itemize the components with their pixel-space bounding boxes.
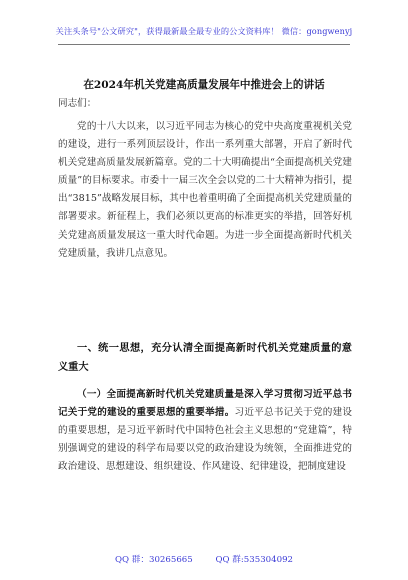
paragraph-section-1-1 (58, 386, 352, 476)
header-divider (58, 44, 350, 45)
section-heading-1: 一、统一思想，充分认清全面提高新时代机关党建质量的意义重大 (58, 342, 352, 373)
footer-contact (0, 553, 408, 565)
promo-header: 关注头条号"公文研究"，获得最新最全最专业的公文资料库！ 微信：gongwenyj (55, 26, 353, 36)
paragraph-intro: 党的十八大以来，以习近平同志为核心的党中央高度重视机关党的建设，进行一系列顶层设计，作出一系列重大部署，开启了新时代机关党建高质量发展新篇章。党的二十大明确提出“全面提高机关党建质量”的目标要求。市委十一届三次全会以党的二十大精神为指引，提出“3815”战略发展目标，其中也着重明确了全面提高机关党建质量的部署要求。新征程上，我们必须以更高的标准更实的举措，回答好机关党建高质量发展这一重大时代命题。为进一步全面提高新时代机关党建质量，我讲几点意见。 (58, 121, 352, 259)
qq-group-2: QQ 群:535304092 (215, 555, 294, 565)
salutation: 同志们： (58, 98, 97, 109)
paragraph-body: 习近平总书记关于党的建设的重要思想，是习近平新时代中国特色社会主义思想的“党建篇”，特别强调党的建设的科学布局要以党的政治建设为统领，全面推进党的政治建设、思想建设、组织建设、作风建设、纪律建设，把制度建设 (58, 407, 353, 473)
qq-group-1: QQ 群：30265665 (114, 555, 193, 565)
document-title: 在2024年机关党建高质量发展年中推进会上的讲话 (83, 79, 325, 91)
paragraph-lead: （一）全面提高新时代机关党建质量是深入学习贯彻习近平总书记关于党的建设的重要思想的重要举措。 (58, 389, 352, 419)
